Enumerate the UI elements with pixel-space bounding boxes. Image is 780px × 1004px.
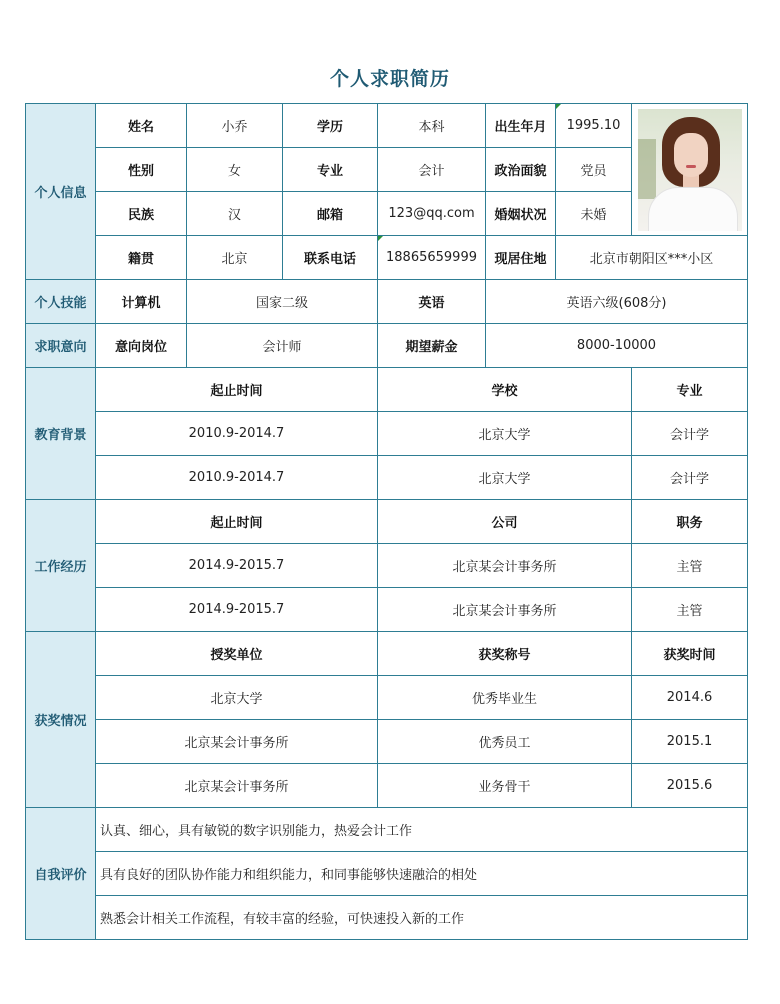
birth-cell xyxy=(556,104,632,148)
ethnicity-label: 民族 xyxy=(96,192,187,236)
award-date: 2015.6 xyxy=(632,764,748,808)
birth-label: 出生年月 xyxy=(486,104,556,148)
section-education: 教育背景 xyxy=(26,368,96,500)
native-value: 北京 xyxy=(187,236,283,280)
birth-value: 1995.10 xyxy=(566,118,621,133)
work-company: 北京某会计事务所 xyxy=(378,588,632,632)
edu-header-school: 学校 xyxy=(378,368,632,412)
section-self-eval: 自我评价 xyxy=(26,808,96,940)
email-value: 123@qq.com xyxy=(378,192,486,236)
phone-value: 18865659999 xyxy=(386,250,477,265)
section-work: 工作经历 xyxy=(26,500,96,632)
self-eval-line: 具有良好的团队协作能力和组织能力，和同事能够快速融洽的相处 xyxy=(96,852,748,896)
position-label: 意向岗位 xyxy=(96,324,187,368)
table-row xyxy=(26,412,748,456)
section-personal: 个人信息 xyxy=(26,104,96,280)
table-row xyxy=(26,676,748,720)
politics-label: 政治面貌 xyxy=(486,148,556,192)
degree-value: 本科 xyxy=(378,104,486,148)
phone-label: 联系电话 xyxy=(283,236,378,280)
work-title: 主管 xyxy=(632,544,748,588)
salary-label: 期望薪金 xyxy=(378,324,486,368)
computer-label: 计算机 xyxy=(96,280,187,324)
section-skills: 个人技能 xyxy=(26,280,96,324)
edu-major: 会计学 xyxy=(632,412,748,456)
edu-major: 会计学 xyxy=(632,456,748,500)
award-title: 优秀毕业生 xyxy=(378,676,632,720)
table-row xyxy=(26,456,748,500)
phone-cell xyxy=(378,236,486,280)
name-value: 小乔 xyxy=(187,104,283,148)
comment-marker xyxy=(378,236,383,241)
english-value: 英语六级(608分) xyxy=(486,280,748,324)
english-label: 英语 xyxy=(378,280,486,324)
page-title: 个人求职简历 xyxy=(329,68,450,90)
self-eval-line: 认真、细心，具有敏锐的数字识别能力，热爱会计工作 xyxy=(96,808,748,852)
photo-cell xyxy=(632,104,748,236)
native-label: 籍贯 xyxy=(96,236,187,280)
award-org: 北京某会计事务所 xyxy=(96,764,378,808)
award-date: 2015.1 xyxy=(632,720,748,764)
major-value: 会计 xyxy=(378,148,486,192)
award-org: 北京大学 xyxy=(96,676,378,720)
award-header-title: 获奖称号 xyxy=(378,632,632,676)
email-label: 邮箱 xyxy=(283,192,378,236)
award-header-date: 获奖时间 xyxy=(632,632,748,676)
marital-label: 婚姻状况 xyxy=(486,192,556,236)
work-header-company: 公司 xyxy=(378,500,632,544)
marital-value: 未婚 xyxy=(556,192,632,236)
major-label: 专业 xyxy=(283,148,378,192)
gender-label: 性别 xyxy=(96,148,187,192)
degree-label: 学历 xyxy=(283,104,378,148)
table-row xyxy=(26,544,748,588)
name-label: 姓名 xyxy=(96,104,187,148)
work-period: 2014.9-2015.7 xyxy=(96,588,378,632)
work-company: 北京某会计事务所 xyxy=(378,544,632,588)
address-value: 北京市朝阳区***小区 xyxy=(556,236,748,280)
award-date: 2014.6 xyxy=(632,676,748,720)
section-intent: 求职意向 xyxy=(26,324,96,368)
position-value: 会计师 xyxy=(187,324,378,368)
award-header-org: 授奖单位 xyxy=(96,632,378,676)
edu-period: 2010.9-2014.7 xyxy=(96,412,378,456)
section-awards: 获奖情况 xyxy=(26,632,96,808)
gender-value: 女 xyxy=(187,148,283,192)
profile-photo xyxy=(638,109,742,231)
comment-marker xyxy=(556,104,561,109)
award-title: 业务骨干 xyxy=(378,764,632,808)
self-eval-line: 熟悉会计相关工作流程，有较丰富的经验，可快速投入新的工作 xyxy=(96,896,748,940)
edu-header-period: 起止时间 xyxy=(96,368,378,412)
work-period: 2014.9-2015.7 xyxy=(96,544,378,588)
politics-value: 党员 xyxy=(556,148,632,192)
resume-table xyxy=(25,103,748,940)
award-title: 优秀员工 xyxy=(378,720,632,764)
salary-value: 8000-10000 xyxy=(486,324,748,368)
address-label: 现居住地 xyxy=(486,236,556,280)
work-title: 主管 xyxy=(632,588,748,632)
edu-header-major: 专业 xyxy=(632,368,748,412)
edu-period: 2010.9-2014.7 xyxy=(96,456,378,500)
computer-value: 国家二级 xyxy=(187,280,378,324)
table-row xyxy=(26,764,748,808)
ethnicity-value: 汉 xyxy=(187,192,283,236)
work-header-period: 起止时间 xyxy=(96,500,378,544)
table-row xyxy=(26,588,748,632)
work-header-title: 职务 xyxy=(632,500,748,544)
award-org: 北京某会计事务所 xyxy=(96,720,378,764)
edu-school: 北京大学 xyxy=(378,412,632,456)
edu-school: 北京大学 xyxy=(378,456,632,500)
table-row xyxy=(26,720,748,764)
